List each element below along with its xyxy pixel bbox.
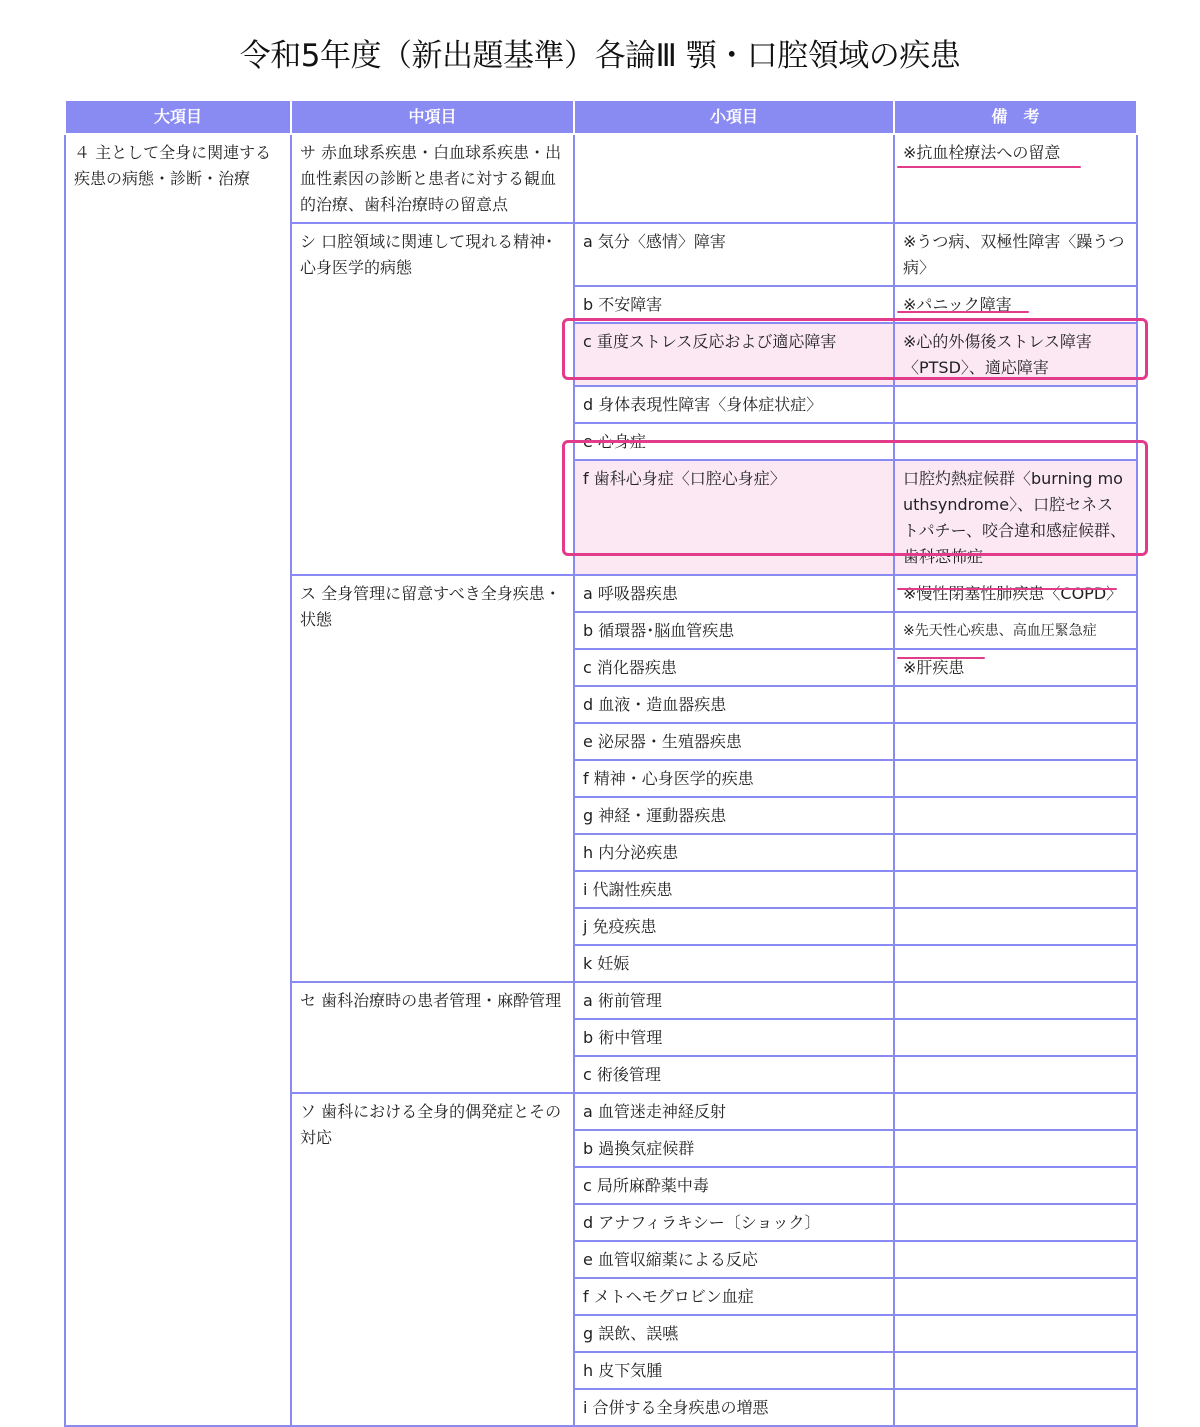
note-cell — [894, 723, 1137, 760]
note-cell — [894, 386, 1137, 423]
note-cell — [894, 1019, 1137, 1056]
page-title: 令和5年度（新出題基準）各論Ⅲ 顎・口腔領域の疾患 — [239, 38, 961, 74]
note-cell — [894, 871, 1137, 908]
note-cell — [894, 1056, 1137, 1093]
middle-se: セ 歯科治療時の患者管理・麻酔管理 — [291, 982, 574, 1093]
minor-cell: a 術前管理 — [574, 982, 894, 1019]
note-cell — [894, 982, 1137, 1019]
header-row — [65, 100, 1137, 134]
minor-cell: c 重度ストレス反応および適応障害 — [574, 323, 894, 386]
header-minor: 小項目 — [574, 100, 894, 134]
minor-cell: e 血管収縮薬による反応 — [574, 1241, 894, 1278]
minor-cell: e 泌尿器・生殖器疾患 — [574, 723, 894, 760]
minor-cell: f 歯科心身症〈口腔心身症〉 — [574, 460, 894, 575]
minor-cell: d 血液・造血器疾患 — [574, 686, 894, 723]
header-major: 大項目 — [65, 100, 291, 134]
syllabus-table — [64, 99, 1138, 1427]
minor-cell: a 血管迷走神経反射 — [574, 1093, 894, 1130]
minor-cell: f メトヘモグロビン血症 — [574, 1278, 894, 1315]
note-cell — [894, 1167, 1137, 1204]
note-cell: ※先天性心疾患、高血圧緊急症 — [894, 612, 1137, 649]
note-cell: ※心的外傷後ストレス障害〈PTSD〉、適応障害 — [894, 323, 1137, 386]
major-category: ４ 主として全身に関連する疾患の病態・診断・治療 — [65, 134, 291, 1426]
minor-cell: b 術中管理 — [574, 1019, 894, 1056]
minor-cell: b 不安障害 — [574, 286, 894, 323]
note-cell: ※パニック障害 — [894, 286, 1137, 323]
minor-cell: e 心身症 — [574, 423, 894, 460]
minor-cell: h 内分泌疾患 — [574, 834, 894, 871]
minor-cell: k 妊娠 — [574, 945, 894, 982]
note-cell — [894, 797, 1137, 834]
note-cell — [894, 1315, 1137, 1352]
minor-cell: a 気分〈感情〉障害 — [574, 223, 894, 286]
minor-cell: j 免疫疾患 — [574, 908, 894, 945]
note-cell — [894, 1352, 1137, 1389]
minor-cell: b 循環器･脳血管疾患 — [574, 612, 894, 649]
note-cell — [894, 908, 1137, 945]
minor-cell: i 代謝性疾患 — [574, 871, 894, 908]
note-cell — [894, 686, 1137, 723]
minor-cell: c 消化器疾患 — [574, 649, 894, 686]
minor-cell: g 誤飲、誤嚥 — [574, 1315, 894, 1352]
header-middle: 中項目 — [291, 100, 574, 134]
table-row — [65, 134, 1137, 223]
note-cell: ※慢性閉塞性肺疾患〈COPD〉 — [894, 575, 1137, 612]
note-cell — [894, 423, 1137, 460]
note-cell — [894, 834, 1137, 871]
header-notes: 備 考 — [894, 100, 1137, 134]
note-cell — [894, 1241, 1137, 1278]
note-cell — [894, 1093, 1137, 1130]
middle-sa: サ 赤血球系疾患・白血球系疾患・出血性素因の診断と患者に対する観血的治療、歯科治療時の留意点 — [291, 134, 574, 223]
note-cell: 口腔灼熱症候群〈burning mouthsyndrome〉、口腔セネストパチー、咬合違和感症候群、歯科恐怖症 — [894, 460, 1137, 575]
minor-cell: c 術後管理 — [574, 1056, 894, 1093]
note-cell: ※抗血栓療法への留意 — [894, 134, 1137, 223]
minor-cell: d 身体表現性障害〈身体症状症〉 — [574, 386, 894, 423]
minor-cell: b 過換気症候群 — [574, 1130, 894, 1167]
minor-cell: d アナフィラキシー〔ショック〕 — [574, 1204, 894, 1241]
minor-cell — [574, 134, 894, 223]
note-cell: ※肝疾患 — [894, 649, 1137, 686]
middle-so: ソ 歯科における全身的偶発症とその対応 — [291, 1093, 574, 1426]
minor-cell: c 局所麻酔薬中毒 — [574, 1167, 894, 1204]
note-cell — [894, 1204, 1137, 1241]
note-cell — [894, 760, 1137, 797]
middle-shi: シ 口腔領域に関連して現れる精神･心身医学的病態 — [291, 223, 574, 575]
note-cell — [894, 945, 1137, 982]
middle-su: ス 全身管理に留意すべき全身疾患・状態 — [291, 575, 574, 982]
minor-cell: g 神経・運動器疾患 — [574, 797, 894, 834]
minor-cell: h 皮下気腫 — [574, 1352, 894, 1389]
minor-cell: f 精神・心身医学的疾患 — [574, 760, 894, 797]
note-cell — [894, 1389, 1137, 1426]
minor-cell: a 呼吸器疾患 — [574, 575, 894, 612]
note-cell — [894, 1130, 1137, 1167]
note-cell — [894, 1278, 1137, 1315]
note-cell: ※うつ病、双極性障害〈躁うつ病〉 — [894, 223, 1137, 286]
minor-cell: i 合併する全身疾患の増悪 — [574, 1389, 894, 1426]
